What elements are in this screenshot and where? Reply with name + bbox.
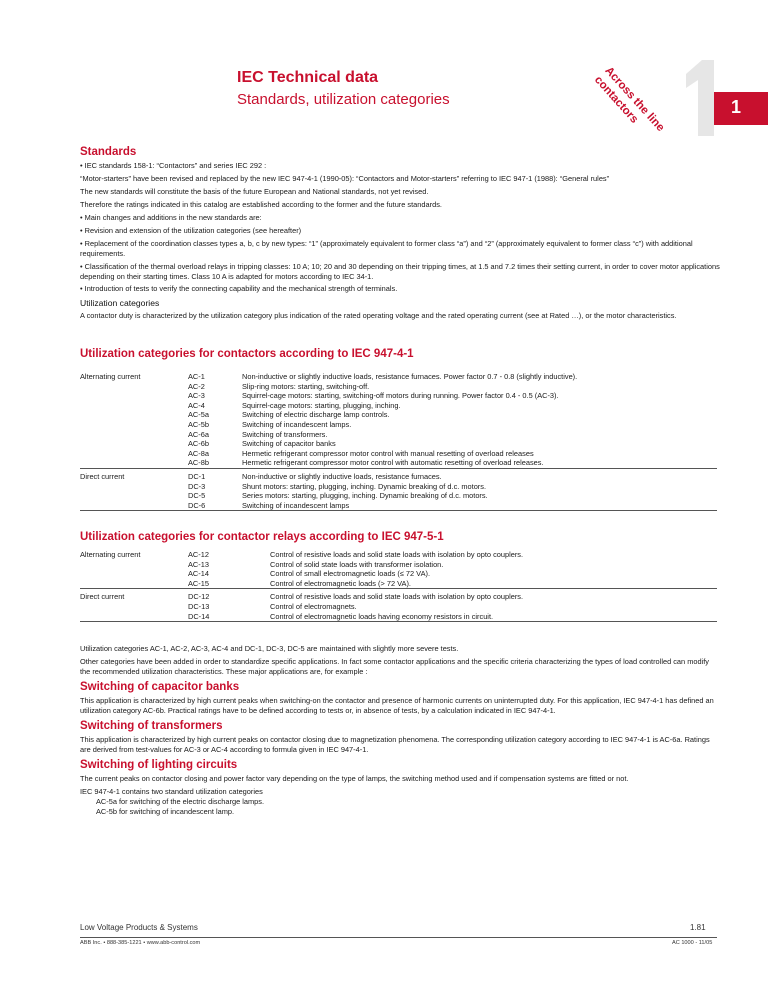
standards-line: • Revision and extension of the utilization categories (see hereafter): [80, 226, 302, 235]
contactors-table: [80, 372, 717, 511]
category-code: AC-6a: [188, 429, 209, 439]
applications-section: [80, 644, 720, 817]
category-description: Non-inductive or slightly inductive loads, resistance furnaces.: [242, 471, 442, 481]
category-code: AC-5a: [188, 410, 209, 420]
category-description: Shunt motors: starting, plugging, inching. Dynamic breaking of d.c. motors.: [242, 481, 487, 491]
current-type: Direct current: [80, 592, 125, 602]
standards-line: The new standards will constitute the basis of the future European and National standards, not yet revised.: [80, 187, 429, 196]
current-type: Alternating current: [80, 372, 141, 381]
category-code: DC-1: [188, 471, 206, 481]
category-description: Switching of incandescent lamps: [242, 500, 350, 510]
category-code: AC-2: [188, 381, 205, 391]
section-tab-label: Across the line contactors: [591, 64, 667, 134]
category-descriptions: [242, 468, 717, 510]
footer-contact: ABB Inc. • 888-385-1221 • www.abb-control.com: [80, 940, 201, 946]
table-row: [80, 589, 717, 622]
category-description: Squirrel-cage motors: starting, plugging, inching.: [242, 400, 401, 410]
section-tab-number-graphic: [672, 58, 714, 138]
footer-rule: [80, 937, 717, 938]
table-row: [80, 468, 717, 510]
relays-heading: Utilization categories for contactor relays according to IEC 947-5-1: [80, 531, 444, 543]
category-description: Switching of incandescent lamps.: [242, 419, 352, 429]
standards-line: • Main changes and additions in the new standards are:: [80, 213, 262, 222]
capacitor-heading: Switching of capacitor banks: [80, 681, 240, 693]
category-description: Control of resistive loads and solid state loads with isolation by opto couplers.: [270, 592, 524, 602]
category-description: Switching of transformers.: [242, 429, 328, 439]
capacitor-text: This application is characterized by high current peaks when switching-on the contactor and presence of harmonic currents on uninterrupted duty. For this application, IEC 947-4-1 has defined an utilization category AC-6b. Practical ratings have to be defined according to tests or, in absence of tests, by a calculation indicated in IEC 947-4-1.: [80, 696, 714, 715]
standards-line: • Classification of the thermal overload relays in tripping classes: 10 A; 10; 20 and 30 depending on their tripping times, at 1.5 and 7.2 times their setting current, in order to cover motor applications depending on their starting times. Class 10 A is adapted for motors according to IEC 34-1.: [80, 262, 720, 281]
category-description: Non-inductive or slightly inductive loads, resistance furnaces. Power factor 0.7 - 0.8 (slightly inductive).: [242, 372, 578, 381]
category-descriptions: [270, 550, 717, 589]
category-description: Squirrel-cage motors: starting, switching-off motors during running. Power factor 0.4 - 0.5 (AC-3).: [242, 391, 559, 401]
category-code: AC-14: [188, 569, 209, 579]
lighting-item: AC-5b for switching of incandescent lamp.: [96, 807, 235, 816]
footer-product-line: Low Voltage Products & Systems: [80, 923, 198, 932]
utilization-text: A contactor duty is characterized by the utilization category plus indication of the rated operating voltage and the rated operating current (see at Rated …), or the motor characteristics.: [80, 311, 677, 320]
lighting-text: The current peaks on contactor closing and power factor vary depending on the type of lamps, the switching method used and if compensation systems are fitted or not.: [80, 774, 629, 783]
category-description: Control of electromagnetic loads having economy resistors in circuit.: [270, 611, 494, 621]
category-description: Switching of capacitor banks: [242, 439, 336, 449]
category-code: AC-3: [188, 391, 205, 401]
lighting-text: IEC 947-4-1 contains two standard utilization categories: [80, 787, 263, 796]
category-code: DC-3: [188, 481, 206, 491]
category-code: AC-6b: [188, 439, 209, 449]
transformers-heading: Switching of transformers: [80, 720, 223, 732]
category-code: AC-1: [188, 372, 205, 381]
notes-line: Other categories have been added in order to standardize specific applications. In fact some contactor applications and the specific criteria characterizing the types of load controlled can modify the recommended utilization characteristics. These major applications are, for example :: [80, 657, 709, 676]
lighting-item: AC-5a for switching of the electric discharge lamps.: [96, 797, 265, 806]
category-codes: [188, 550, 270, 589]
standards-line: • IEC standards 158-1: “Contactors” and series IEC 292 :: [80, 161, 267, 170]
category-code: DC-14: [188, 611, 210, 621]
table-row: [80, 372, 717, 468]
contactors-heading: Utilization categories for contactors according to IEC 947-4-1: [80, 348, 414, 360]
category-code: AC-15: [188, 578, 209, 588]
category-code: AC-5b: [188, 419, 209, 429]
footer-doc-code: AC 1000 - 11/05: [672, 940, 713, 946]
category-code: AC-12: [188, 550, 209, 559]
lighting-heading: Switching of lighting circuits: [80, 759, 238, 771]
category-description: Hermetic refrigerant compressor motor control with manual resetting of overload releases: [242, 448, 534, 458]
standards-line: • Introduction of tests to verify the connecting capability and the mechanical strength of terminals.: [80, 284, 398, 293]
category-description: Slip-ring motors: starting, switching-off.: [242, 381, 370, 391]
table-end-rule: [80, 622, 717, 623]
category-code: DC-6: [188, 500, 206, 510]
category-code: DC-12: [188, 592, 210, 602]
category-codes: [188, 372, 242, 468]
current-type: Direct current: [80, 471, 125, 481]
page-subtitle: Standards, utilization categories: [237, 91, 450, 108]
category-description: Control of solid state loads with transformer isolation.: [270, 559, 444, 569]
category-descriptions: [270, 589, 717, 622]
page-number: 1.81: [690, 923, 706, 932]
category-description: Control of electromagnets.: [270, 601, 357, 611]
category-code: DC-13: [188, 601, 210, 611]
page-title: IEC Technical data: [237, 69, 379, 86]
category-description: Hermetic refrigerant compressor motor control with automatic resetting of overload releases.: [242, 458, 544, 468]
contactors-section: [80, 348, 720, 511]
category-codes: [188, 468, 242, 510]
category-descriptions: [242, 372, 717, 468]
current-type: Alternating current: [80, 550, 141, 559]
category-description: Control of small electromagnetic loads (≤ 72 VA).: [270, 569, 431, 579]
category-code: AC-8b: [188, 458, 209, 468]
category-codes: [188, 589, 270, 622]
standards-section: [80, 146, 720, 321]
category-code: AC-4: [188, 400, 205, 410]
standards-heading: Standards: [80, 146, 137, 158]
category-code: DC-5: [188, 491, 206, 501]
standards-line: “Motor-starters” have been revised and replaced by the new IEC 947-4-1 (1990-05): “Contactors and Motor-starters” referring to IEC 947-1 (1988): “General rules”: [80, 174, 610, 183]
category-description: Switching of electric discharge lamp controls.: [242, 410, 390, 420]
transformers-text: This application is characterized by high current peaks on contactor closing due to magnetization phenomena. The corresponding utilization category according to IEC 947-4-1 is AC-6a. Ratings are derived from test-values for AC-3 or AC-4 according to formula given in IEC 947-4-1.: [80, 735, 710, 754]
table-row: [80, 550, 717, 589]
category-description: Control of resistive loads and solid state loads with isolation by opto couplers.: [270, 550, 524, 559]
category-description: Series motors: starting, plugging, inching. Dynamic breaking of d.c. motors.: [242, 491, 488, 501]
relays-section: [80, 531, 720, 622]
notes-line: Utilization categories AC-1, AC-2, AC-3, AC-4 and DC-1, DC-3, DC-5 are maintained with slightly more severe tests.: [80, 644, 459, 653]
standards-line: Therefore the ratings indicated in this catalog are established according to the former and the future standards.: [80, 200, 442, 209]
table-end-rule: [80, 511, 717, 512]
category-code: AC-13: [188, 559, 209, 569]
utilization-subheading: Utilization categories: [80, 298, 160, 308]
category-code: AC-8a: [188, 448, 209, 458]
relays-table: [80, 550, 717, 622]
section-number: 1: [731, 97, 742, 117]
standards-line: • Replacement of the coordination classes types a, b, c by new types: “1” (approximately equivalent to former class “a”) and “2” (approximately equivalent to former class “c”) with additional requirements.: [80, 239, 693, 258]
category-description: Control of electromagnetic loads (> 72 VA).: [270, 578, 411, 588]
